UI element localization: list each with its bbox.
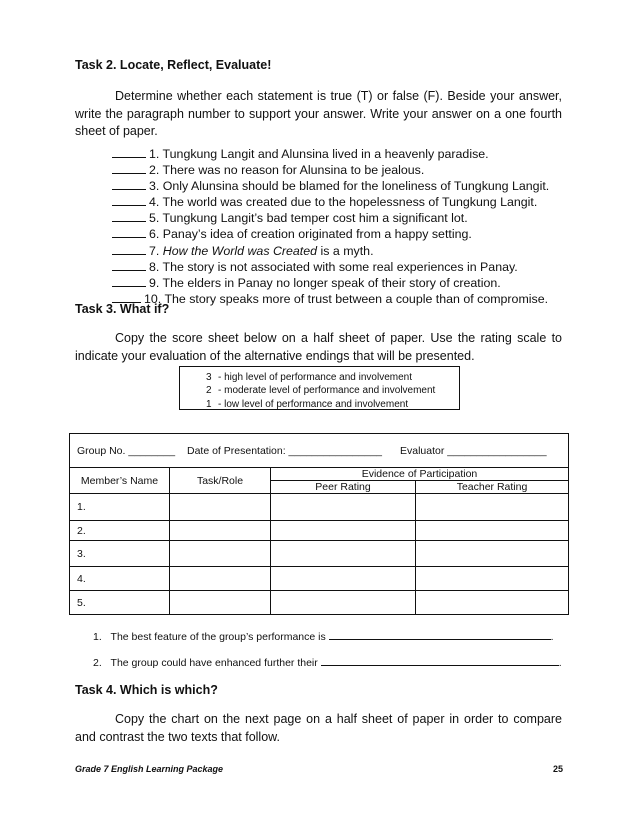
answer-blank [112, 243, 146, 255]
list-item: 5. Tungkung Langit’s bad temper cost him a significant lot. [112, 210, 549, 226]
column-header-peer: Peer Rating [315, 481, 371, 493]
rating-scale-row: 1 - low level of performance and involvement [206, 398, 409, 410]
column-header-task: Task/Role [196, 475, 244, 487]
list-item: 1. Tungkung Langit and Alunsina lived in a heavenly paradise. [112, 146, 549, 162]
answer-blank [112, 194, 146, 206]
table-row-number: 2. [77, 525, 86, 537]
list-item: 6. Panay’s idea of creation originated from a happy setting. [112, 226, 549, 242]
list-item: 10. The story speaks more of trust between a couple than of compromise. [112, 291, 549, 307]
table-divider [70, 493, 568, 494]
column-header-member: Member’s Name [80, 475, 159, 487]
column-header-evidence: Evidence of Participation [361, 468, 478, 480]
answer-blank [112, 178, 146, 190]
answer-line [329, 629, 551, 640]
task2-instructions: Determine whether each statement is true (T) or false (F). Beside your answer, write the paragraph number to support your answer. Write your answer on a one fourth sheet of paper. [75, 89, 562, 138]
list-item: 3. Only Alunsina should be blamed for the loneliness of Tungkung Langit. [112, 178, 549, 194]
story-title: How the World was Created [162, 243, 318, 258]
answer-blank [112, 226, 146, 238]
task3-heading: Task 3. What if? [75, 302, 170, 316]
list-item: 4. The world was created due to the hopelessness of Tungkung Langit. [112, 194, 549, 210]
answer-blank [112, 275, 146, 287]
answer-blank [112, 210, 146, 222]
rating-scale-box [179, 366, 460, 410]
table-row-number: 3. [77, 548, 86, 560]
table-divider [70, 590, 568, 591]
footer-title: Grade 7 English Learning Package [75, 764, 224, 774]
rating-scale-row: 3 - high level of performance and involvement [206, 372, 412, 383]
table-divider [415, 480, 416, 614]
rating-scale-row: 2 - moderate level of performance and involvement [206, 385, 436, 397]
task4-instructions: Copy the chart on the next page on a half sheet of paper in order to compare and contrast the two texts that follow. [75, 712, 562, 744]
table-row-number: 4. [77, 573, 86, 585]
list-item: 2. There was no reason for Alunsina to be jealous. [112, 162, 549, 178]
list-item: 7. How the World was Created is a myth. [112, 243, 549, 259]
group-no-field: Group No. ________ [77, 445, 176, 457]
list-item: 8. The story is not associated with some real experiences in Panay. [112, 259, 549, 275]
table-divider [70, 520, 568, 521]
question-item: 2. The group could have enhanced further their . [93, 657, 562, 669]
score-sheet-table [69, 433, 569, 615]
answer-blank [112, 146, 146, 158]
answer-line [321, 655, 559, 666]
task4-heading: Task 4. Which is which? [75, 683, 218, 697]
evaluator-field: Evaluator _________________ [400, 445, 547, 457]
table-row-number: 5. [77, 597, 86, 609]
question-item: 1. The best feature of the group’s performance is . [93, 631, 554, 643]
page-number: 25 [552, 764, 563, 774]
table-row-number: 1. [77, 501, 86, 513]
task2-heading: Task 2. Locate, Reflect, Evaluate! [75, 58, 272, 72]
table-divider [169, 467, 170, 614]
table-divider [70, 566, 568, 567]
answer-blank [112, 259, 146, 271]
table-divider [70, 540, 568, 541]
column-header-teacher: Teacher Rating [456, 481, 528, 493]
list-item: 9. The elders in Panay no longer speak of their story of creation. [112, 275, 549, 291]
answer-blank [112, 162, 146, 174]
task3-instructions: Copy the score sheet below on a half sheet of paper. Use the rating scale to indicate your evaluation of the alternative endings that will be presented. [75, 331, 562, 363]
date-field: Date of Presentation: ________________ [187, 445, 382, 457]
task2-items-list [112, 146, 549, 307]
